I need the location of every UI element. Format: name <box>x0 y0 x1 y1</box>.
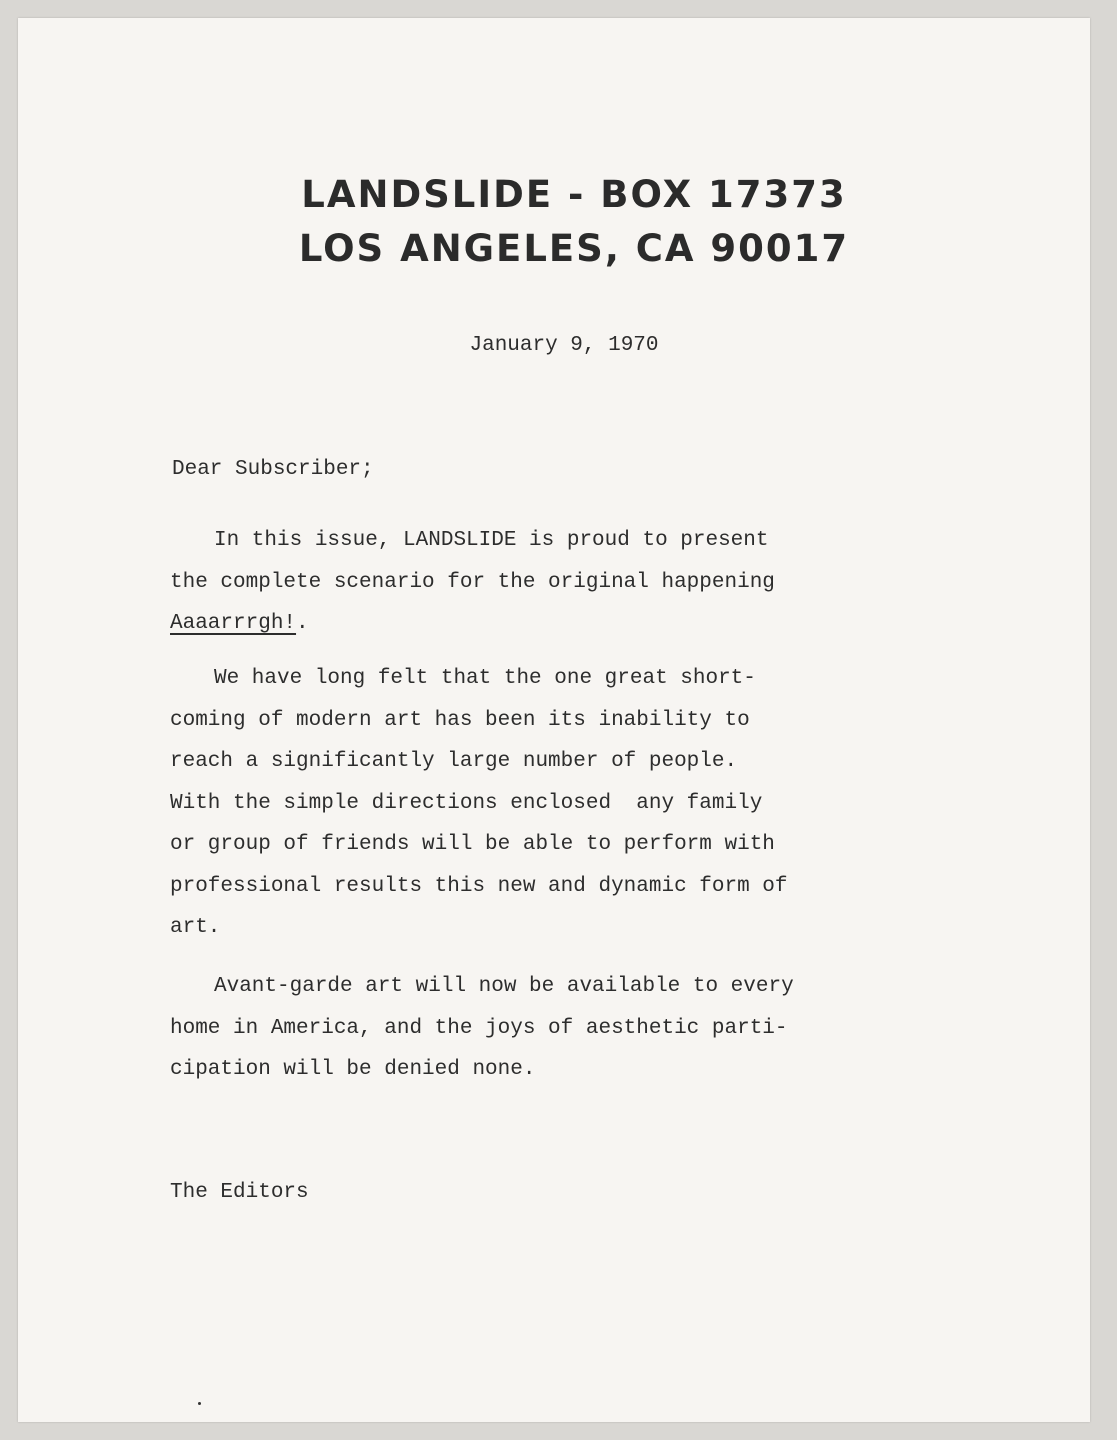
paragraph-2-line-2: coming of modern art has been its inability to <box>170 708 750 732</box>
title-period: . <box>296 612 309 635</box>
paragraph-1-line-3 <box>170 603 930 645</box>
happening-title: Aaaarrrgh! <box>170 612 297 635</box>
paragraph-1 <box>170 520 930 645</box>
paragraph-2 <box>170 658 930 949</box>
letterhead-line-2: LOS ANGELES, CA 90017 <box>298 227 850 270</box>
paragraph-3 <box>170 966 930 1091</box>
letterhead <box>18 168 1090 276</box>
paragraph-2-line-7: art. <box>170 916 221 939</box>
letterhead-line-1: LANDSLIDE - BOX 17373 <box>301 173 847 216</box>
paper-speck <box>198 1402 201 1405</box>
paragraph-2-line-1: We have long felt that the one great short- <box>214 667 756 690</box>
salutation: Dear Subscriber; <box>172 458 374 481</box>
paragraph-3-line-3: cipation will be denied none. <box>170 1058 536 1081</box>
letter-date: January 9, 1970 <box>469 334 659 357</box>
paragraph-2-line-5: or group of friends will be able to perform with <box>170 833 775 856</box>
paragraph-1-line-2: the complete scenario for the original happening <box>170 570 775 594</box>
paragraph-2-line-6: professional results this new and dynamic form of <box>170 874 788 898</box>
paragraph-3-line-1: Avant-garde art will now be available to every <box>214 975 794 998</box>
paragraph-2-line-3: reach a significantly large number of people. <box>170 750 738 773</box>
paragraph-3-line-2: home in America, and the joys of aesthetic parti- <box>170 1016 788 1040</box>
paragraph-2-line-4: With the simple directions enclosed any family <box>170 791 763 815</box>
paragraph-1-line-1: In this issue, LANDSLIDE is proud to present <box>214 529 769 552</box>
letter-page <box>18 18 1090 1422</box>
signature: The Editors <box>170 1181 309 1204</box>
